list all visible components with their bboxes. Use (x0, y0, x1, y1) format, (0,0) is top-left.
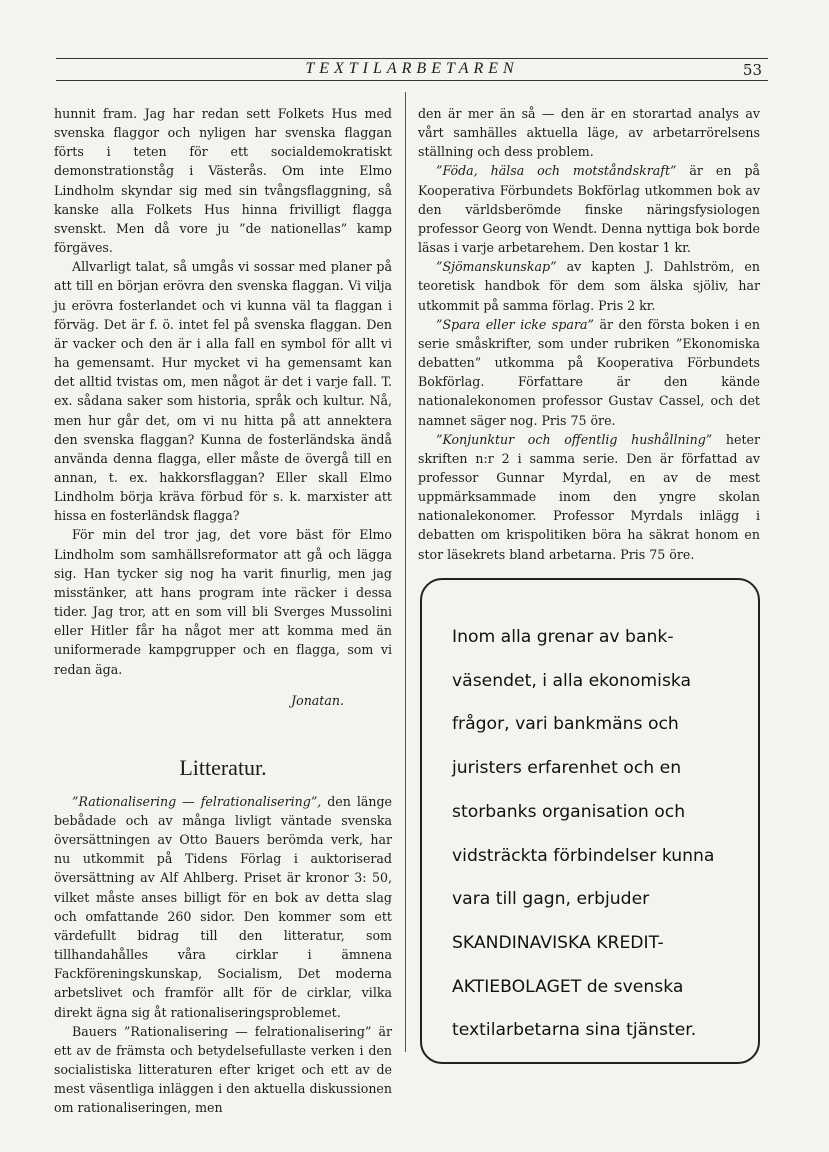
ad-line (452, 616, 742, 660)
book-title: ”Konjunktur och offentlig hushållning” (436, 431, 713, 447)
paragraph-text: den länge bebådade och av många livligt väntade svenska översättningen av Otto Bauers berömda verk, har nu utkommit på Tidens Förlag i auktoriserad översättning av Alf Ahlberg. Priset är kronor 3: 50, vilket måste anses billigt för en bok av detta slag och omfattande 260 sidor. Den kommer som ett värdefullt bidrag till den litteratur, som tillhandahålles våra cirklar i ämnena Fackföreningskunskap, Socialism, Det moderna arbetslivet och framför allt för de cirklar, vilka direkt ägna sig åt rationaliseringsproblemet. (54, 793, 392, 1020)
journal-title: TEXTILARBETAREN (305, 60, 519, 77)
paragraph-text: är en på Kooperativa Förbundets Bokförlag utkommen bok av den världsberömde finske näringsfysiologen professor Georg von Wendt. Denna nyttiga bok borde läsas i varje arbetarehem. Den kostar 1 kr. (418, 163, 761, 256)
paragraph (418, 430, 760, 564)
ad-line-text: juristers erfarenhet och en (452, 758, 682, 779)
paragraph: Allvarligt talat, så umgås vi sossar med planer på att till en början erövra den svenska flaggan. Vi vilja ju erövra fosterlandet och vi kunna väl ta flaggan i förväg. Det är f. ö. intet fel på svenska flaggan. Den är vacker och den är i alla fall en symbol för allt vi ha gemensamt. Hur mycket vi ha gemensamt kan det alltid tvistas om, men något är det i varje fall. T. ex. sådana saker som historia, språk och kultur. Nå, men hur går det, om vi nu hitta på att annektera den svenska flaggan? Kunna de fosterländska ändå använda denna flagga, eller måste de övergå till en annan, t. ex. hakkorsflaggan? Eller skall Elmo Lindholm börja kräva förbud för s. k. marxister att hissa en fosterländsk flagga? (54, 259, 392, 524)
paragraph (54, 792, 392, 1022)
ad-line (452, 922, 742, 966)
paragraph (418, 257, 760, 314)
ad-line-text: vara till gagn, erbjuder (452, 889, 650, 910)
paragraph (418, 315, 760, 430)
paragraph: den är mer än så — den är en storartad analys av vårt samhälles aktuella läge, av arbetarrörelsens ställning och dess problem. (418, 106, 760, 160)
header-rule-bottom (56, 80, 768, 81)
column-divider (405, 92, 406, 1052)
paragraph-text: heter skriften n:r 2 i samma serie. Den är författad av professor Gunnar Myrdal, en av de mest uppmärksammade inom den yngre skolan nationalekonomer. Professor Myrdals inlägg i debatten om krispolitiken böra ha säkrat honom en stor läsekrets bland arbetarna. Pris 75 öre. (418, 431, 760, 562)
ad-line-text: AKTIEBOLAGET de svenska (452, 976, 684, 997)
paragraph: Bauers ”Rationalisering — felrationalisering” är ett av de främsta och betydelsefullaste verken i den socialistiska litteraturen efter kriget och ett av de mest väsentliga inläggen i den aktuella diskussionen om rationaliseringen, men (54, 1023, 392, 1116)
ad-line-text: vidsträckta förbindelser kunna (452, 845, 715, 866)
right-column (418, 104, 760, 564)
ad-line-text: väsendet, i alla ekonomiska (452, 670, 692, 691)
ad-line (452, 660, 742, 704)
paragraph (418, 161, 760, 257)
book-title: ”Spara eller icke spara” (436, 316, 594, 332)
bank-advertisement (420, 578, 760, 1064)
ad-line (452, 878, 742, 922)
ad-line (452, 835, 742, 879)
section-title: Litteratur. (179, 754, 267, 780)
ad-line (452, 791, 742, 835)
paragraph: hunnit fram. Jag har redan sett Folkets Hus med svenska flaggor och nyligen har svenska flaggan förts i teten för ett socialdemokratiskt demonstrationståg i Västerås. Om inte Elmo Lindholm skyndar sig med sin tvångsflaggning, så kanske alla Folkets Hus hinna frivilligt flagga svenskt. Men då vore ju ”de nationellas” kamp förgäves. (54, 106, 392, 256)
ad-line (452, 747, 742, 791)
left-column (54, 104, 392, 1118)
ad-line-text: storbanks organisation och (452, 801, 686, 822)
ad-line-text: textilarbetarna sina tjänster. (452, 1020, 697, 1041)
page-header (56, 58, 768, 84)
page-number: 53 (742, 61, 762, 79)
header-rule-top (56, 58, 768, 59)
ad-line-text: SKANDINAVISKA KREDIT- (452, 932, 664, 953)
ad-line-text: Inom alla grenar av bank- (452, 627, 674, 647)
paragraph-text: av kapten J. Dahlström, en teoretisk handbok för dem som älska sjöliv, har utkommit på samma förlag. Pris 2 kr. (418, 259, 760, 313)
ad-line (452, 966, 742, 1010)
paragraph-text: är den första boken i en serie småskrifter, som under rubriken ”Ekonomiska debatten” utkomma på Kooperativa Förbundets Bokförlag. Författare är den kände nationalekonomen professor Gustav Cassel, och det namnet säger nog. Pris 75 öre. (418, 316, 760, 428)
book-title: ”Föda, hälsa och motståndskraft” (436, 163, 677, 179)
ad-line (452, 1009, 742, 1053)
ad-line-text: frågor, vari bankmäns och (452, 714, 679, 735)
article-signature: Jonatan. (291, 692, 344, 708)
ad-line (452, 703, 742, 747)
book-title: ”Rationalisering — felrationalisering”, (72, 793, 322, 809)
paragraph: För min del tror jag, det vore bäst för Elmo Lindholm som samhällsreformator att gå och lägga sig. Han tycker sig nog ha varit finurlig, men jag misstänker, att hans program inte räcker i dessa tider. Jag tror, att en som vill bli Sverges Mussolini eller Hitler får ha något mer att komma med än uniformerade kampgrupper och en flagga, som vi redan äga. (54, 527, 392, 677)
advertisement-text (452, 616, 742, 1053)
book-title: ”Sjömanskunskap” (436, 259, 557, 275)
